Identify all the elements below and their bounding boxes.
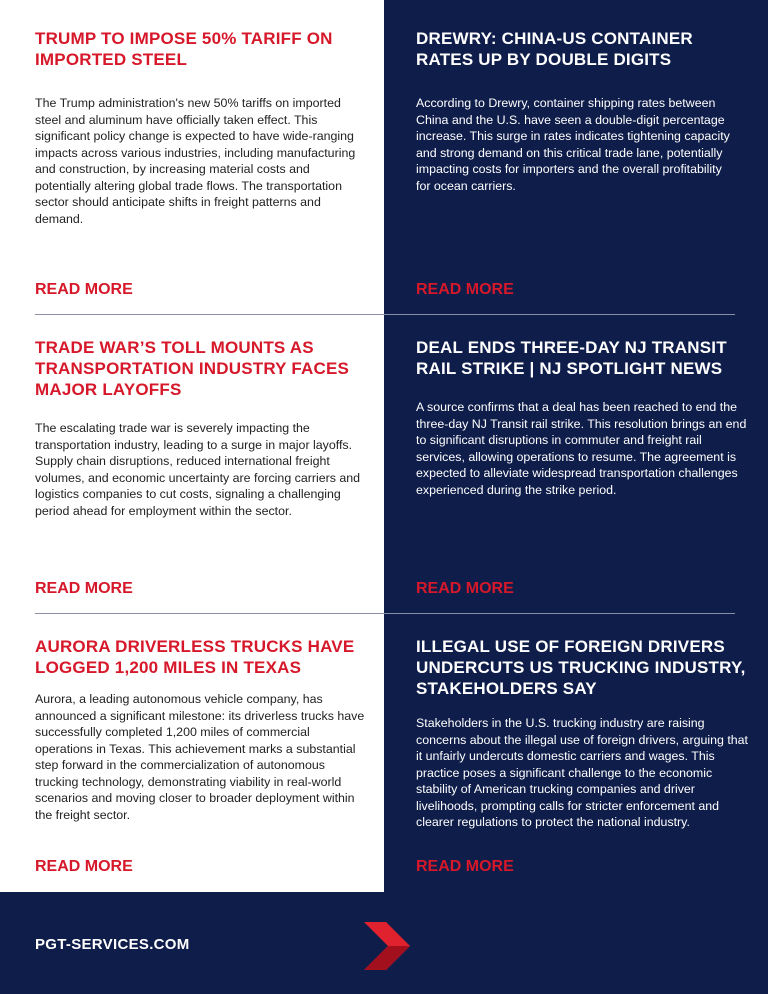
read-more-link[interactable]: READ MORE: [35, 858, 133, 875]
article-summary: A source confirms that a deal has been reached to end the three-day NJ Transit rail strike. This resolution brings an end to significant disruptions in commuter and freight rail services, allowing operations to resume. The agreement is expected to alleviate widespread transportation challenges experienced during the strike period.: [416, 400, 747, 497]
article-card-aurora-driverless: [35, 636, 365, 823]
article-title: TRADE WAR’S TOLL MOUNTS AS TRANSPORTATION INDUSTRY FACES MAJOR LAYOFFS: [35, 338, 350, 399]
read-more-link[interactable]: READ MORE: [416, 580, 514, 597]
article-card-nj-transit-strike: [416, 337, 750, 498]
article-title: AURORA DRIVERLESS TRUCKS HAVE LOGGED 1,200 MILES IN TEXAS: [35, 637, 355, 677]
article-title: TRUMP TO IMPOSE 50% TARIFF ON IMPORTED STEEL: [35, 29, 333, 69]
article-summary: The Trump administration's new 50% tariffs on imported steel and aluminum have officially taken effect. This significant policy change is expected to have wide-ranging impacts across various industries, including manufacturing and construction, by increasing material costs and potentially altering global trade flows. The transportation sector should anticipate shifts in freight patterns and demand.: [35, 96, 356, 226]
article-card-trade-war-layoffs: [35, 337, 365, 519]
pgt-chevron-logo-icon: [364, 922, 410, 970]
article-summary: Stakeholders in the U.S. trucking industry are raising concerns about the illegal use of foreign drivers, arguing that it unfairly undercuts domestic carriers and wages. This practice poses a significant challenge to the economic stability of American trucking companies and driver livelihoods, prompting calls for stricter enforcement and clearer regulations to protect the national industry.: [416, 716, 748, 829]
article-card-drewry-rates: [416, 28, 736, 194]
article-summary: Aurora, a leading autonomous vehicle company, has announced a significant milestone: its driverless trucks have successfully completed 1,200 miles of commercial operations in Texas. This achievement marks a substantial step forward in the commercialization of autonomous trucking technology, demonstrating viability in real-world scenarios and moving closer to broader deployment within the freight sector.: [35, 692, 365, 822]
article-card-foreign-drivers: [416, 636, 750, 831]
article-title: DEAL ENDS THREE-DAY NJ TRANSIT RAIL STRIKE | NJ SPOTLIGHT NEWS: [416, 338, 727, 378]
read-more-link[interactable]: READ MORE: [35, 281, 133, 298]
row-divider: [35, 613, 735, 614]
website-link[interactable]: PGT-SERVICES.COM: [35, 936, 190, 953]
footer: [0, 892, 768, 994]
article-card-steel-tariff: [35, 28, 365, 227]
article-title: DREWRY: CHINA-US CONTAINER RATES UP BY DOUBLE DIGITS: [416, 29, 693, 69]
article-summary: The escalating trade war is severely impacting the transportation industry, leading to a surge in major layoffs. Supply chain disruptions, reduced international freight volumes, and economic uncertainty are forcing carriers and logistics companies to cut costs, signaling a challenging period ahead for employment within the sector.: [35, 421, 361, 518]
read-more-link[interactable]: READ MORE: [416, 858, 514, 875]
row-divider: [35, 314, 735, 315]
article-title: ILLEGAL USE OF FOREIGN DRIVERS UNDERCUTS US TRUCKING INDUSTRY, STAKEHOLDERS SAY: [416, 637, 746, 698]
article-summary: According to Drewry, container shipping rates between China and the U.S. have seen a double-digit percentage increase. This surge in rates indicates tightening capacity and strong demand on this critical trade lane, potentially impacting costs for importers and the overall profitability for ocean carriers.: [416, 96, 730, 193]
read-more-link[interactable]: READ MORE: [416, 281, 514, 298]
read-more-link[interactable]: READ MORE: [35, 580, 133, 597]
